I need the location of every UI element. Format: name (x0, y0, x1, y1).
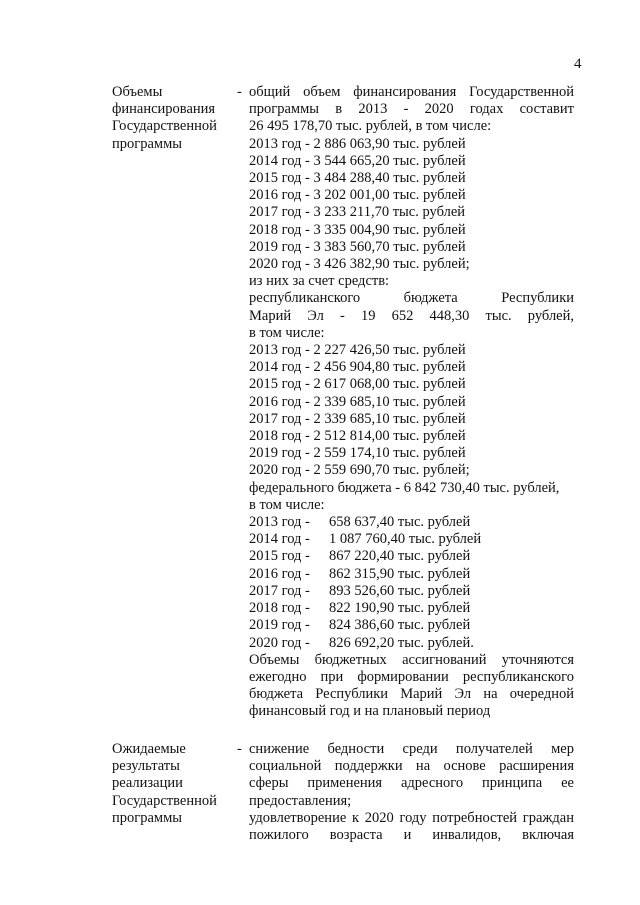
budget-note: Объемы бюджетных ассигнований уточняются ежегодно при формировании республиканского бюджета Республики Марий Эл на очередной финансовый год и на плановый период (249, 651, 574, 720)
list-item: 2020 год - 826 692,20 тыс. рублей. (249, 634, 474, 651)
republic-line: республиканского бюджета Республики (249, 290, 574, 307)
total-by-year-list (249, 136, 574, 274)
list-item: 2015 год - 3 484 288,40 тыс. рублей (249, 170, 466, 187)
intro-line: общий объем финансирования Государственной (249, 84, 574, 100)
list-item: 2013 год - 2 886 063,90 тыс. рублей (249, 135, 466, 152)
list-item: 2017 год - 2 339 685,10 тыс. рублей (249, 410, 466, 427)
list-item: 2019 год - 3 383 560,70 тыс. рублей (249, 238, 466, 255)
republic-by-year-list (249, 342, 574, 480)
sources-heading: из них за счет средств: (249, 273, 390, 290)
list-item: 2018 год - 3 335 004,90 тыс. рублей (249, 221, 466, 238)
list-item: 2013 год - 2 227 426,50 тыс. рублей (249, 342, 466, 359)
list-item: 2019 год - 2 559 174,10 тыс. рублей (249, 445, 466, 462)
list-item: 2019 год - 824 386,60 тыс. рублей (249, 617, 471, 634)
list-item: 2013 год - 658 637,40 тыс. рублей (249, 514, 471, 531)
list-item: 2014 год - 1 087 760,40 тыс. рублей (249, 531, 482, 548)
federal-line: федерального бюджета - 6 842 730,40 тыс. рублей, (249, 479, 560, 496)
list-item: 2014 год - 2 456 904,80 тыс. рублей (249, 359, 466, 376)
result-item: удовлетворение к 2020 году потребностей граждан пожилого возраста и инвалидов, включая (249, 809, 574, 844)
list-item: 2016 год - 2 339 685,10 тыс. рублей (249, 393, 466, 410)
section-label: Ожидаемые результаты реализации Государственной программы (112, 741, 217, 826)
list-item: 2016 год - 862 315,90 тыс. рублей (249, 565, 471, 582)
section-content (249, 741, 574, 844)
list-item: 2015 год - 867 220,40 тыс. рублей (249, 548, 471, 565)
dash: - (237, 741, 242, 757)
page-number: 4 (574, 56, 582, 72)
section-content (249, 84, 574, 721)
list-item: 2014 год - 3 544 665,20 тыс. рублей (249, 152, 466, 169)
republic-line: Марий Эл - 19 652 448,30 тыс. рублей, (249, 307, 574, 324)
list-item: 2018 год - 2 512 814,00 тыс. рублей (249, 428, 466, 445)
list-item: 2020 год - 3 426 382,90 тыс. рублей; (249, 256, 470, 273)
section-label: Объемы финансирования Государственной программы (112, 84, 217, 152)
dash: - (237, 84, 242, 100)
federal-by-year-list (249, 514, 574, 652)
federal-line: в том числе: (249, 496, 325, 513)
intro-line: программы в 2013 - 2020 годах составит (249, 101, 574, 118)
list-item: 2017 год - 893 526,60 тыс. рублей (249, 582, 471, 599)
list-item: 2020 год - 2 559 690,70 тыс. рублей; (249, 462, 470, 479)
intro-line: 26 495 178,70 тыс. рублей, в том числе: (249, 118, 492, 135)
republic-line: в том числе: (249, 324, 325, 341)
list-item: 2015 год - 2 617 068,00 тыс. рублей (249, 376, 466, 393)
list-item: 2017 год - 3 233 211,70 тыс. рублей (249, 204, 466, 221)
result-item: снижение бедности среди получателей мер социальной поддержки на основе расширения сферы применения адресного принципа ее предоставления; (249, 741, 574, 809)
list-item: 2018 год - 822 190,90 тыс. рублей (249, 600, 471, 617)
list-item: 2016 год - 3 202 001,00 тыс. рублей (249, 187, 466, 204)
